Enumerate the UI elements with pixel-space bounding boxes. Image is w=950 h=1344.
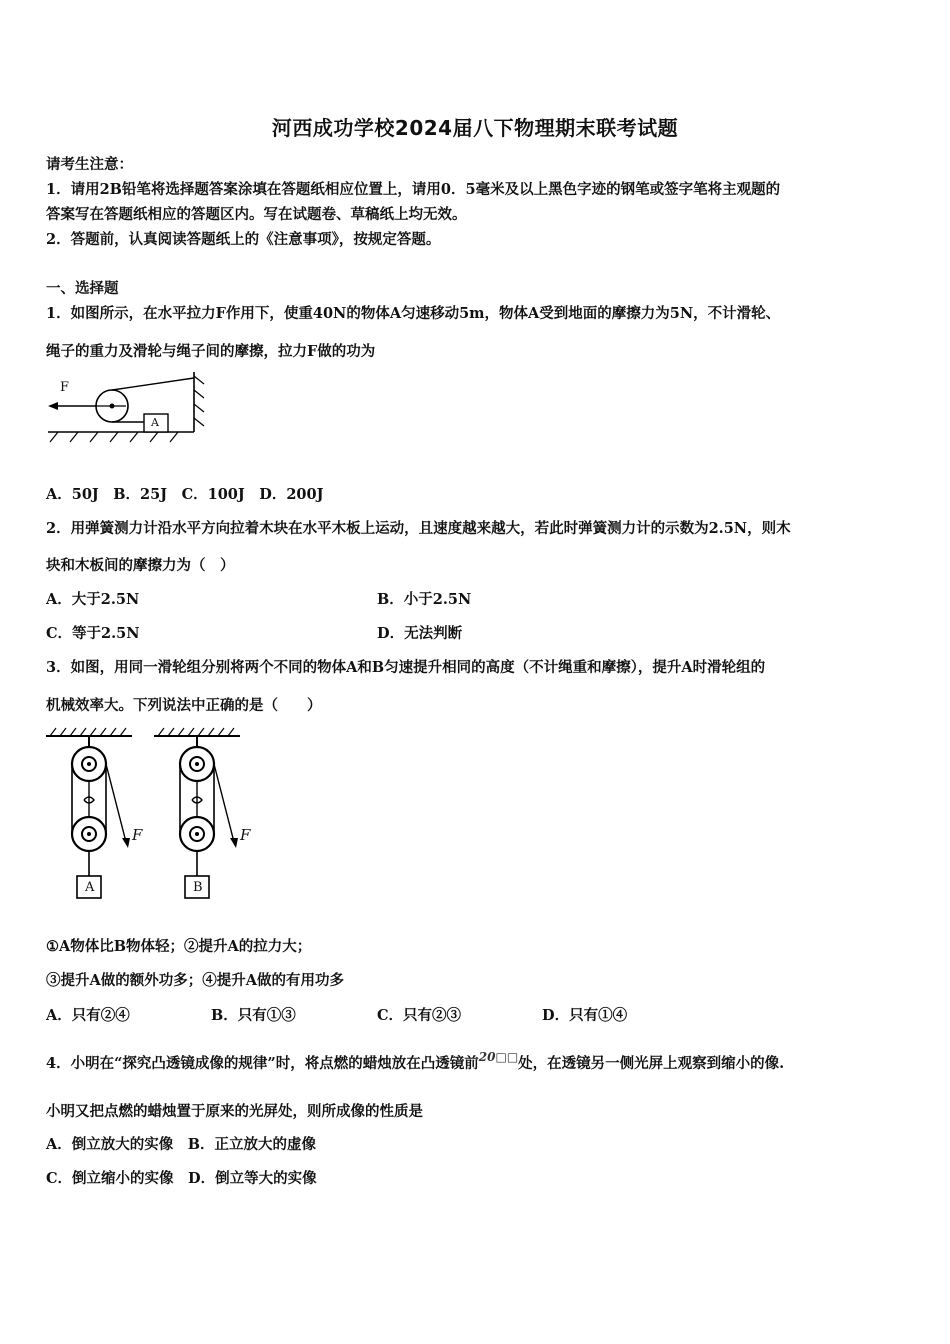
q3-option-c: C．只有②③ bbox=[377, 1007, 462, 1024]
q4-options-ab: A．倒立放大的实像 B．正立放大的虚像 bbox=[46, 1136, 317, 1153]
q3-block-label-a: A bbox=[85, 880, 95, 895]
q1-pulley-figure bbox=[44, 370, 214, 450]
notice-line-1b: 答案写在答题纸相应的答题区内。写在试题卷、草稿纸上均无效。 bbox=[46, 206, 467, 223]
q3-pulley-figure-a bbox=[44, 726, 144, 906]
q3-option-a: A．只有②④ bbox=[46, 1007, 130, 1024]
q3-stem-line1: 3．如图，用同一滑轮组分别将两个不同的物体A和B匀速提升相同的高度（不计绳重和摩擦），提升A时滑轮组的 bbox=[46, 659, 766, 676]
page-title: 河西成功学校2024届八下物理期末联考试题 bbox=[271, 116, 679, 140]
q3-stem-line2: 机械效率大。下列说法中正确的是（ ） bbox=[46, 697, 322, 714]
q3-option-d: D．只有①④ bbox=[542, 1007, 628, 1024]
q4-stem-line2: 小明又把点燃的蜡烛置于原来的光屏处，则所成像的性质是 bbox=[46, 1103, 423, 1120]
q2-option-d: D．无法判断 bbox=[377, 625, 463, 642]
q2-stem-line1: 2．用弹簧测力计沿水平方向拉着木块在水平木板上运动，且速度越来越大，若此时弹簧测力计的示数为2.5N，则木 bbox=[46, 520, 791, 537]
q4-stem-part1: 4．小明在“探究凸透镜成像的规律”时，将点燃的蜡烛放在凸透镜前 bbox=[46, 1055, 479, 1072]
q3-pulley-figure-b bbox=[152, 726, 252, 906]
q3-force-label-a: F bbox=[132, 826, 143, 844]
notice-line-2: 2．答题前，认真阅读答题纸上的《注意事项》，按规定答题。 bbox=[46, 231, 441, 248]
q4-distance-value: 20□□ bbox=[478, 1050, 519, 1064]
q1-options: A．50J B．25J C．100J D．200J bbox=[46, 486, 324, 503]
q3-force-label-b: F bbox=[240, 826, 251, 844]
q4-options-cd: C．倒立缩小的实像 D．倒立等大的实像 bbox=[46, 1170, 317, 1187]
q3-statement-1: ①A物体比B物体轻；②提升A的拉力大； bbox=[46, 938, 312, 955]
q3-statement-2: ③提升A做的额外功多；④提升A做的有用功多 bbox=[46, 972, 344, 989]
q1-block-label: A bbox=[151, 416, 159, 429]
notice-heading: 请考生注意： bbox=[46, 156, 133, 173]
q2-stem-line2: 块和木板间的摩擦力为（ ） bbox=[46, 557, 235, 574]
q1-stem-line2: 绳子的重力及滑轮与绳子间的摩擦，拉力F做的功为 bbox=[46, 343, 376, 360]
q4-stem-part2: 处，在透镜另一侧光屏上观察到缩小的像. bbox=[518, 1055, 785, 1072]
notice-line-1a: 1．请用2B铅笔将选择题答案涂填在答题纸相应位置上，请用0．5毫米及以上黑色字迹的钢笔或签字笔将主观题的 bbox=[46, 181, 781, 198]
q1-stem-line1: 1．如图所示，在水平拉力F作用下，使重40N的物体A匀速移动5m，物体A受到地面的摩擦力为5N，不计滑轮、 bbox=[46, 305, 781, 322]
q1-force-label: F bbox=[60, 380, 70, 395]
section-heading: 一、选择题 bbox=[46, 280, 119, 297]
q2-option-b: B．小于2.5N bbox=[377, 591, 472, 608]
q4-stem-line1 bbox=[46, 1052, 784, 1073]
q3-option-b: B．只有①③ bbox=[211, 1007, 296, 1024]
q3-block-label-b: B bbox=[193, 880, 203, 895]
q2-option-c: C．等于2.5N bbox=[46, 625, 140, 642]
q2-option-a: A．大于2.5N bbox=[46, 591, 140, 608]
